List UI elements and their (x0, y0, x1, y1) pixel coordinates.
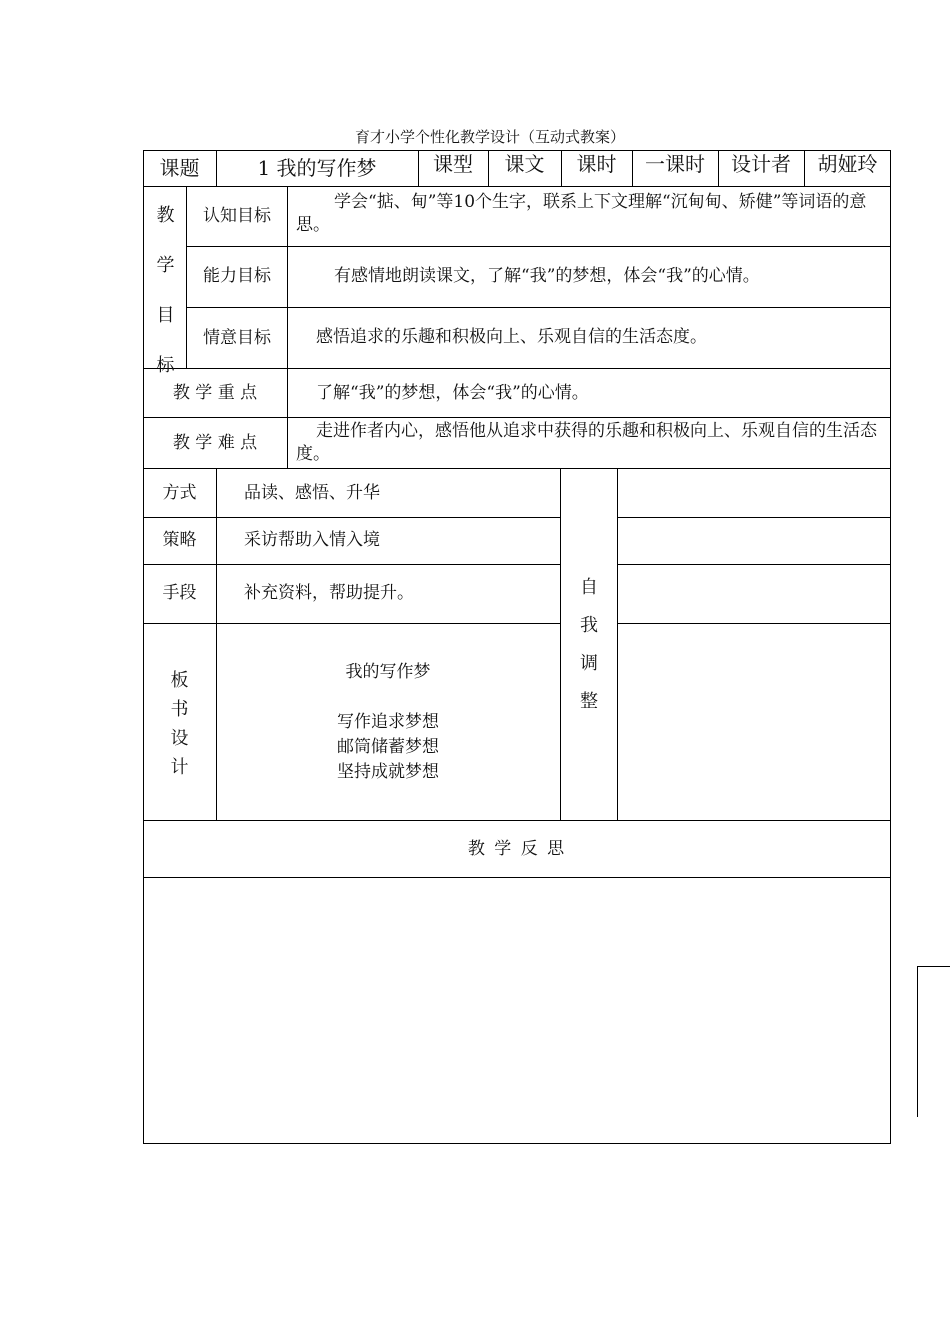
emotion-goal-text: 感悟追求的乐趣和积极向上、乐观自信的生活态度。 (316, 327, 707, 347)
reflection-content-area (143, 878, 891, 1144)
method-label: 方式 (162, 482, 197, 503)
means-label: 手段 (162, 583, 197, 603)
board-line: 邮筒储蓄梦想 (337, 737, 439, 757)
board-title: 我的写作梦 (345, 662, 431, 682)
difficulty-text: 走进作者内心，感悟他从追求中获得的乐趣和积极向上、乐观自信的生活态度。 (296, 421, 877, 464)
reflection-label: 教 学 反 思 (467, 839, 567, 859)
means-text: 补充资料，帮助提升。 (244, 583, 414, 603)
page-edge-mark (917, 966, 950, 1117)
board-vertical-label: 板 书 设 计 (170, 670, 189, 778)
designer-label: 设计者 (731, 152, 791, 176)
board-line: 写作追求梦想 (337, 712, 439, 732)
ability-goal-text: 有感情地朗读课文，了解“我”的梦想，体会“我”的心情。 (334, 266, 760, 286)
strategy-text: 采访帮助入情入境 (244, 530, 380, 550)
type-label: 课型 (433, 152, 473, 176)
period-label: 课时 (576, 152, 617, 176)
page-title: 育才小学个性化教学设计（互动式教案） (354, 128, 625, 146)
cognitive-goal-label: 认知目标 (203, 206, 271, 226)
topic-value: 1 我的写作梦 (257, 156, 377, 180)
self-adjust-vertical-label: 自 我 调 整 (580, 577, 598, 712)
designer-value: 胡娅玲 (817, 152, 878, 176)
key-point-label: 教 学 重 点 (172, 383, 258, 403)
key-point-text: 了解“我”的梦想，体会“我”的心情。 (316, 383, 589, 403)
board-line: 坚持成就梦想 (337, 762, 439, 782)
ability-goal-label: 能力目标 (203, 266, 271, 286)
goals-vertical-label: 教 学 目 标 (156, 205, 175, 376)
period-value: 一课时 (645, 152, 705, 176)
difficulty-label: 教 学 难 点 (172, 433, 258, 453)
board-design (216, 660, 560, 785)
method-text: 品读、感悟、升华 (244, 483, 380, 503)
type-value: 课文 (504, 152, 545, 176)
strategy-label: 策略 (162, 530, 197, 550)
topic-label: 课题 (159, 156, 200, 180)
emotion-goal-label: 情意目标 (203, 327, 271, 348)
cognitive-goal-text: 学会“掂、甸”等10个生字，联系上下文理解“沉甸甸、矫健”等词语的意思。 (296, 192, 867, 235)
